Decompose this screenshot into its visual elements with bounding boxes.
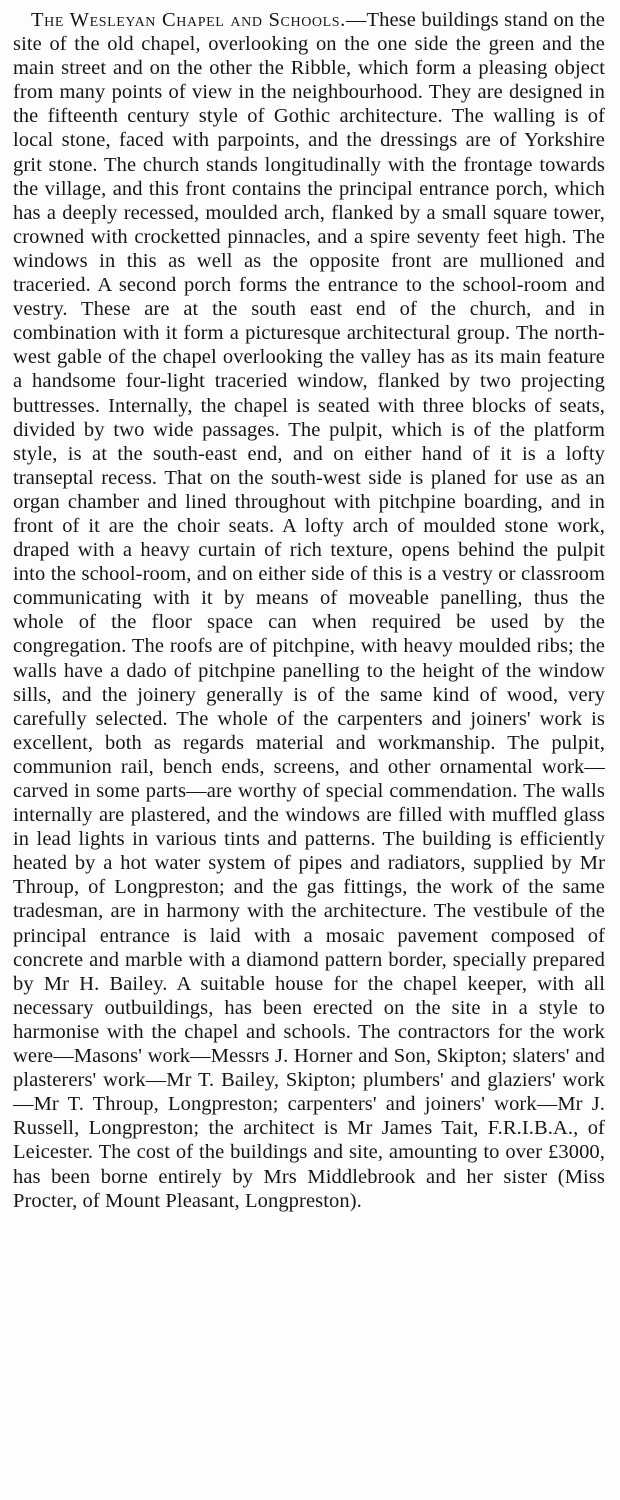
article-body: —These buildings stand on the site of the old chapel, overlooking on the one side the green and the main street and on the other the Ribble, which form a pleasing object from many points of view in the neighbourhood. They are designed in the fifteenth century style of Gothic architecture. The walling is of local stone, faced with parpoints, and the dressings are of Yorkshire grit stone. The church stands longitudinally with the frontage towards the village, and this front contains the principal entrance porch, which has a deeply recessed, moulded arch, flanked by a small square tower, crowned with crocketted pinnacles, and a spire seventy feet high. The windows in this as well as the opposite front are mullioned and traceried. A second porch forms the entrance to the school-room and vestry. These are at the south east end of the church, and in combination with it form a picturesque architectural group. The north-west gable of the chapel overlooking the valley has as its main feature a handsome four-light traceried window, flanked by two projecting buttresses. Internally, the chapel is seated with three blocks of seats, divided by two wide passages. The pulpit, which is of the platform style, is at the south-east end, and on either hand of it is a lofty transeptal recess. That on the south-west side is planed for use as an organ chamber and lined throughout with pitchpine boarding, and in front of it are the choir seats. A lofty arch of moulded stone work, draped with a heavy curtain of rich texture, opens behind the pulpit into the school-room, and on either side of this is a vestry or classroom communicating with it by means of moveable panelling, thus the whole of the floor space can when required be used by the congregation. The roofs are of pitchpine, with heavy moulded ribs; the walls have a dado of pitchpine panelling to the height of the window sills, and the joinery generally is of the same kind of wood, very carefully selected. The whole of the carpenters and joiners' work is excellent, both as regards material and workmanship. The pulpit, communion rail, bench ends, screens, and other ornamental work—carved in some parts—are worthy of special commendation. The walls internally are plastered, and the windows are filled with muffled glass in lead lights in various tints and patterns. The building is efficiently heated by a hot water system of pipes and radiators, supplied by Mr Throup, of Longpreston; and the gas fittings, the work of the same tradesman, are in harmony with the architecture. The vestibule of the principal entrance is laid with a mosaic pavement composed of concrete and marble with a diamond pattern border, specially prepared by Mr H. Bailey. A suitable house for the chapel keeper, with all necessary outbuildings, has been erected on the site in a style to harmonise with the chapel and schools. The contractors for the work were—Masons' work—Messrs J. Horner and Son, Skipton; slaters' and plasterers' work—Mr T. Bailey, Skipton; plumbers' and glaziers' work—Mr T. Throup, Longpreston; carpenters' and joiners' work—Mr J. Russell, Longpreston; the architect is Mr James Tait, F.R.I.B.A., of Leicester. The cost of the buildings and site, amounting to over £3000, has been borne entirely by Mrs Middlebrook and her sister (Miss Procter, of Mount Pleasant, Longpreston). [13, 9, 605, 1212]
article [13, 8, 605, 1213]
article-paragraph [13, 8, 605, 1213]
article-heading: The Wesleyan Chapel and Schools. [31, 9, 346, 31]
